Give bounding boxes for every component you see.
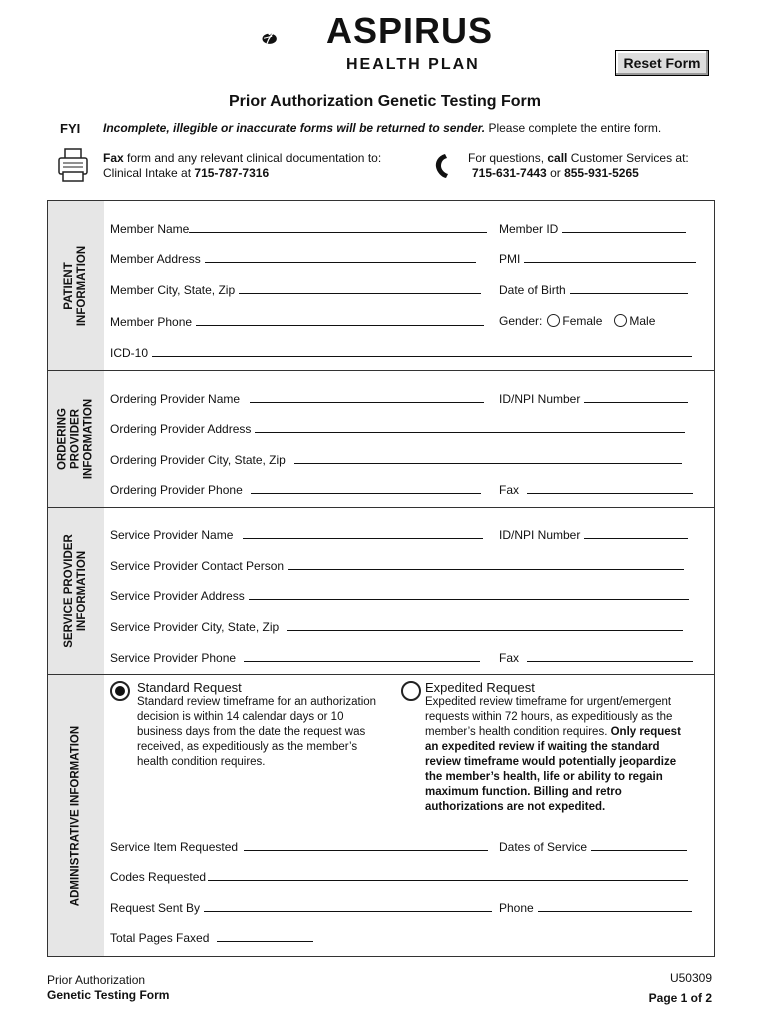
expedited-request-block [425, 680, 681, 815]
member-phone-field[interactable] [196, 314, 484, 326]
service-item-row [110, 839, 488, 854]
standard-request-title: Standard Request [137, 680, 242, 695]
pmi-row [499, 251, 696, 266]
dob-label: Date of Birth [499, 283, 566, 297]
ordering-label-3: INFORMATION [82, 398, 95, 480]
footer-left [47, 973, 169, 1003]
footer-line2: Genetic Testing Form [47, 988, 170, 1002]
service-address-label: Service Provider Address [110, 589, 245, 603]
codes-field[interactable] [208, 869, 688, 881]
section-admin-label [48, 675, 104, 956]
ordering-city-label: Ordering Provider City, State, Zip [110, 453, 286, 467]
standard-line: received, as expeditiously as the member’s [137, 741, 358, 753]
standard-line: decision is within 14 calendar days or 10 [137, 711, 344, 723]
ordering-fax-field[interactable] [527, 482, 693, 494]
expedited-line: Expedited review timeframe for urgent/emergent [425, 696, 672, 708]
service-label-2: INFORMATION [76, 550, 88, 632]
admin-label: ADMINISTRATIVE INFORMATION [69, 725, 82, 906]
ordering-address-label: Ordering Provider Address [110, 422, 252, 436]
fyi-warning: Incomplete, illegible or inaccurate forms will be returned to sender. [103, 121, 486, 135]
questions-rest: Customer Services at: [567, 151, 689, 165]
service-phone-row [110, 650, 480, 665]
ordering-address-field[interactable] [255, 421, 685, 433]
fax-number: 715-787-7316 [194, 166, 270, 180]
standard-request-radio[interactable] [110, 681, 130, 701]
ordering-phone-label: Ordering Provider Phone [110, 483, 243, 497]
logo-wordmark: ASPIRUS [326, 10, 494, 51]
dob-row [499, 282, 688, 297]
member-id-row [499, 221, 686, 236]
member-name-field[interactable] [189, 221, 487, 233]
codes-row [110, 869, 688, 884]
codes-label: Codes Requested [110, 870, 207, 884]
member-name-row [110, 221, 487, 236]
icd10-row [110, 345, 692, 360]
member-address-row [110, 251, 476, 266]
service-city-row [110, 619, 683, 634]
ordering-fax-label: Fax [499, 483, 520, 497]
phone-icon [434, 153, 450, 179]
expedited-bold-inline: Only request [607, 726, 681, 738]
service-npi-row [499, 527, 688, 542]
member-phone-row [110, 314, 484, 329]
service-item-label: Service Item Requested [110, 840, 239, 854]
service-name-row [110, 527, 483, 542]
service-phone-label: Service Provider Phone [110, 651, 237, 665]
member-city-field[interactable] [239, 282, 481, 294]
standard-request-option[interactable] [110, 681, 130, 704]
expedited-line: requests within 72 hours, as expeditiously as the [425, 711, 673, 723]
admin-phone-row [499, 900, 692, 915]
ordering-npi-label: ID/NPI Number [499, 392, 581, 406]
male-radio[interactable] [614, 314, 627, 327]
section-service-label [48, 508, 104, 674]
total-pages-label: Total Pages Faxed [110, 931, 210, 945]
fax-bold: Fax [103, 151, 124, 165]
fax-instructions [103, 151, 381, 181]
sent-by-field[interactable] [204, 900, 492, 912]
service-city-field[interactable] [287, 619, 683, 631]
expedited-bold-line: maximum function. Billing and retro [425, 786, 622, 798]
sent-by-label: Request Sent By [110, 901, 201, 915]
service-label-1: SERVICE PROVIDER [63, 534, 75, 648]
male-label: Male [629, 314, 656, 328]
female-label: Female [562, 314, 603, 328]
ordering-label-2: PROVIDER [69, 408, 82, 470]
icd10-label: ICD-10 [110, 346, 149, 360]
expedited-line: member’s health condition requires. [425, 726, 608, 738]
expedited-bold-line: authorizations are not expedited. [425, 801, 606, 813]
expedited-request-title: Expedited Request [425, 680, 535, 695]
standard-request-desc [137, 695, 376, 770]
divider [47, 370, 715, 371]
questions-or: or [546, 166, 565, 180]
ordering-label-1: ORDERING [56, 408, 69, 470]
admin-phone-field[interactable] [538, 900, 692, 912]
ordering-phone-row [110, 482, 481, 497]
standard-request-block [137, 680, 376, 770]
member-id-label: Member ID [499, 222, 559, 236]
member-address-field[interactable] [205, 251, 476, 263]
ordering-city-field[interactable] [294, 452, 682, 464]
footer-right [600, 968, 712, 1008]
standard-line: business days from the date the request was [137, 726, 366, 738]
ordering-name-label: Ordering Provider Name [110, 392, 241, 406]
service-contact-label: Service Provider Contact Person [110, 559, 285, 573]
gender-row [499, 314, 655, 328]
member-phone-label: Member Phone [110, 315, 193, 329]
member-city-label: Member City, State, Zip [110, 283, 236, 297]
divider [47, 674, 715, 675]
dob-field[interactable] [570, 282, 688, 294]
expedited-bold-line: the member’s health, life or ability to regain [425, 771, 663, 783]
gender-label: Gender: [499, 314, 543, 328]
member-name-label: Member Name [110, 222, 190, 236]
section-patient-label [48, 201, 104, 370]
service-contact-row [110, 558, 684, 573]
total-pages-row [110, 930, 313, 945]
service-phone-field[interactable] [244, 650, 480, 662]
pmi-label: PMI [499, 252, 521, 266]
service-contact-field[interactable] [288, 558, 684, 570]
standard-line: health condition requires. [137, 756, 266, 768]
pmi-field[interactable] [524, 251, 696, 263]
aspirus-logo [262, 4, 326, 70]
expedited-request-option[interactable] [401, 681, 421, 704]
fyi-label: FYI [60, 121, 81, 136]
logo-subtitle: HEALTH PLAN [346, 56, 480, 73]
expedited-request-radio[interactable] [401, 681, 421, 701]
dates-of-service-label: Dates of Service [499, 840, 588, 854]
questions-number1: 715-631-7443 [472, 166, 547, 180]
sent-by-row [110, 900, 492, 915]
fax-line1: form and any relevant clinical documentation to: [123, 151, 382, 165]
service-npi-field[interactable] [584, 527, 688, 539]
ordering-npi-field[interactable] [584, 391, 688, 403]
service-item-field[interactable] [244, 839, 488, 851]
fyi-instruction: Please complete the entire form. [485, 121, 662, 135]
divider [47, 507, 715, 508]
reset-form-button[interactable]: Reset Form [615, 50, 709, 76]
service-fax-field[interactable] [527, 650, 693, 662]
service-address-field[interactable] [249, 588, 689, 600]
patient-label-2: INFORMATION [76, 245, 88, 326]
fax-line2: Clinical Intake at [103, 166, 195, 180]
page-title: Prior Authorization Genetic Testing Form [228, 93, 541, 110]
dates-of-service-row [499, 839, 687, 854]
female-radio[interactable] [547, 314, 560, 327]
questions-info [468, 151, 689, 181]
ordering-address-row [110, 421, 685, 436]
service-fax-row [499, 650, 693, 665]
expedited-request-desc [425, 695, 681, 815]
fax-icon [58, 148, 88, 182]
service-fax-label: Fax [499, 651, 520, 665]
ordering-city-row [110, 452, 682, 467]
footer-line1: Prior Authorization [47, 973, 146, 987]
service-city-label: Service Provider City, State, Zip [110, 620, 280, 634]
ordering-fax-row [499, 482, 693, 497]
service-npi-label: ID/NPI Number [499, 528, 581, 542]
service-name-label: Service Provider Name [110, 528, 234, 542]
ordering-phone-field[interactable] [251, 482, 481, 494]
questions-number2: 855-931-5265 [564, 166, 639, 180]
expedited-bold-line: an expedited review if waiting the standard [425, 741, 660, 753]
ordering-npi-row [499, 391, 688, 406]
icd10-field[interactable] [152, 345, 692, 357]
ordering-name-field[interactable] [250, 391, 484, 403]
form-code: U50309 [669, 971, 712, 985]
questions-call: call [547, 151, 568, 165]
admin-phone-label: Phone [499, 901, 534, 915]
section-ordering-label [48, 371, 104, 507]
expedited-bold-line: review timeframe would potentially jeopardize [425, 756, 677, 768]
service-address-row [110, 588, 689, 603]
member-address-label: Member Address [110, 252, 201, 266]
page-number: Page 1 of 2 [648, 991, 712, 1005]
ordering-name-row [110, 391, 484, 406]
fyi-text [103, 121, 661, 135]
patient-label-1: PATIENT [63, 261, 75, 310]
standard-line: Standard review timeframe for an authorization [137, 696, 377, 708]
member-id-field[interactable] [562, 221, 686, 233]
member-city-row [110, 282, 481, 297]
total-pages-field[interactable] [217, 930, 313, 942]
questions-prefix: For questions, [468, 151, 548, 165]
dates-of-service-field[interactable] [591, 839, 687, 851]
service-name-field[interactable] [243, 527, 483, 539]
